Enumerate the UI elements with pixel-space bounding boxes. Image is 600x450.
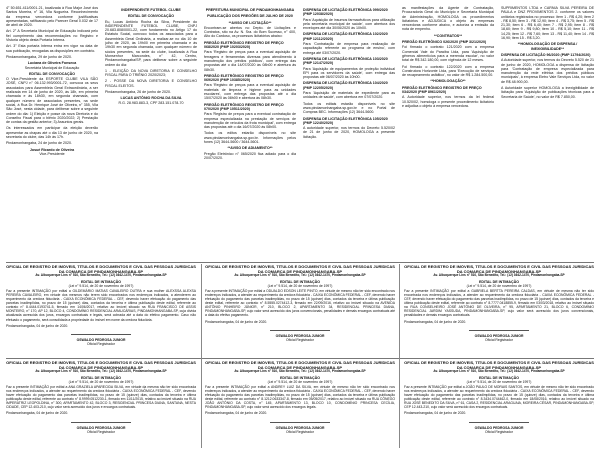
notice-title: OFICIAL DE REGISTRO DE IMÓVEIS, TÍTULOS E DOCUMENTOS E CIVIL DAS PESSOAS JURÍDICAS DA COMARCA DE PINDAMONHANGABA-SP [6,361,196,370]
signature-line [71,422,131,423]
column-6 [501,6,594,258]
notice-title: OFICIAL DE REGISTRO DE IMÓVEIS, TÍTULOS E DOCUMENTOS E CIVIL DAS PESSOAS JURÍDICAS DA COMARCA DE PINDAMONHANGABA-SP [404,265,594,274]
notice-title: OFICIAL DE REGISTRO DE IMÓVEIS, TÍTULOS E DOCUMENTOS E CIVIL DAS PESSOAS JURÍDICAS DA COMARCA DE PINDAMONHANGABA-SP [205,265,395,274]
column-divider [201,264,202,448]
notice-law-reference: (Lei n° 9.514, de 20 de novembro de 1997) [68,380,134,385]
signature-line [469,330,529,331]
signature-caption: Secretária Municipal de Educação [24,65,80,70]
notice-heading: DISPENSA DE LICITAÇÃO ELETRÔNICA 104/2020 (PMP 12205/2020) [303,81,388,90]
column-1 [6,6,98,258]
column-paragraph: A autoridade superior, nos termos do Decreto 5.520/02 de 21 de junho de 2020, HOMOLOGA a presente licitação. [303,126,395,139]
column-paragraph: Pindamonhangaba, 29 de junho de 2020. [6,54,72,59]
notice-heading: PREGÃO ELETRÔNICO REGISTRO DE PREÇO 069/2020 (PMP 10385/2020) [204,73,284,83]
notice-signer-role: Oficial Registrador [485,337,513,342]
column-paragraph: 2 - POSSE DA NOVA DIRETORIA E CONSELHO FISCAL ELEITOS. [105,79,197,88]
signature-line [71,334,131,335]
column-paragraph: as manifestações da Agente de Contratação, Procuradoria Geral do Município e Secretaria Municipal de Administração, HOMOLOGA os procedimentos licitatórios e ADJUDICA o objeto às empresas vencedoras conforme abaixo, e autoriza a emissão da nota de empenho. [402,6,494,32]
signature-caption: Vice-Presidente [39,151,65,156]
notice-title: OFICIAL DE REGISTRO DE IMÓVEIS, TÍTULOS E DOCUMENTOS E CIVIL DAS PESSOAS JURÍDICAS DA COMARCA DE PINDAMONHANGABA-SP [205,361,395,370]
notice-heading: PREGÃO ELETRÔNICO REGISTRO DE PREÇO 068/2020 (PMP 10203/2020) [204,40,284,50]
notice-law-reference: (Lei n° 9.514, de 20 de novembro de 1997) [68,284,134,289]
notice-signer-role: Oficial Registrador [87,341,115,346]
column-paragraph: O Vice-Presidente da ESPORTE CLUBE VILA SÃO JOSÉ, CNPJ n° 06.132.993/0001-72, convoca os seus associados para Assembleia Geral Extraordinária, a ser realizada em 14 de junho de 2020, às 18h, em primeira chamada e às 18h30, em segunda chamada, com qualquer número de associados presentes, na sede social, à Rua Dr. Henrique José de Oliveira, n° 355, Vila São José, nesta cidade, para deliberar sobre a seguinte ordem do dia: 1) Eleição e posse da nova Diretoria e do Conselho Fiscal para o biênio 2020/2022; 2) Prestação de contas da gestão anterior; 3) Assuntos gerais. [6,77,98,125]
column-heading: **CONTRATOS** [433,33,463,38]
notice-signer-role: Oficial Registrador [286,337,314,342]
column-paragraph: Pindamonhangaba, 26 de junho de 2020. [105,90,171,95]
notice-signer: OSWALDO PEDROSA JUNIOR [474,425,524,430]
signature-line [469,422,529,423]
column-paragraph: Encontram-se abertos no Depto. de Licitações e Contratos, sito na Av. N. Sra. do Bom Sucesso, n° 400, Alto do Cardoso, os processos licitatórios abaixo: [204,25,296,39]
notice-date: Pindamonhangaba, 04 de junho de 2020. [205,411,268,416]
column-paragraph: Para 'Registro de preços para a eventual aquisição de ferragens e ferramentas diversas para atendimento à manutenção dos prédios públicos', com entrega das propostas até o dia 14/07/2020 às 08h00 e abertura às 08h30. [204,50,296,72]
signature-name: LUCAS ANTÔNIO ROCHA DA SILVA [120,96,182,101]
column-5 [402,6,494,258]
notice-heading: DISPENSA DE LICITAÇÃO ELETRÔNICA 103/2020 (PMP 12147/2020) [303,56,388,66]
notice-date: Pindamonhangaba, 04 de junho de 2020. [205,319,268,324]
registry-notice [205,265,395,357]
column-paragraph: Todos os editais estarão disponíveis no site www.pindamonhangaba.sp.gov.br e no Portal de Compras BEC. Informações (12) 3644-5600. [303,101,395,115]
column-paragraph: A Autoridade superior, nos termos do Decreto 5.520 de 21 de junho de 2020, HOMOLOGA a dispensa de licitação para 'Contratação de empresa especializada para manutenção da rede elétrica dos prédios públicos municipais', à empresa Eletro Vale Serviços Ltda, no valor de R$ 48.900,00. [501,58,594,84]
notice-heading: PREGÃO ELETRÔNICO 026/2020 (PMP 3/21/2020) [402,40,487,45]
notice-address: Av. Albuquerque Lins n° 510, São Benedito, Tel.: (12) 3642-1470, Pindamonhangaba-SP [433,369,565,374]
column-paragraph: Para 'Aquisição de insumos farmacêuticos para utilização pela secretaria municipal de saúde', com abertura dos envelopes até dia 30/06/2020 às 10h00. [303,17,395,31]
column-paragraph: Eu, Lucas Antônio Rocha da Silva, Presidente do INDEPENDENTE FUTEBOL CLUBE, CNPJ 20.683.808/0001-22, com fundamento no Artigo 17 do Estatuto Social, convoco todos os associados para a Assembleia Geral Ordinária, a realizar-se no dia 10 de julho de 2020, às 19h00 em primeira chamada e às 19h30 em segunda chamada, com qualquer número de sócios presentes, na sede do clube, localizada à Rua Monsenhor Marcondes, n° 42, Centro, Pindamonhangaba/SP, para deliberar sobre a seguinte ordem do dia: [105,19,197,67]
column-paragraph: Os interessados em participar da eleição deverão apresentar as chapas até o dia 13 de junho de 2020, na secretaria do clube, das 14h às 17h. [6,126,98,140]
signature-caption: R.G. 28.983.883-3, CPF 283.151.078-70 [118,100,184,105]
notice-law-reference: (Lei n° 9.514, de 20 de novembro de 1997) [466,284,532,289]
notice-signer: OSWALDO PEDROSA JUNIOR [275,333,325,338]
notice-body: Faz a presente INTIMAÇÃO por edital a JOÃO PAULO DE MORAIS SANTOS, em virtude de mesmo não ter sido encontrado nos endereços indicados, a atender ao requerimento da credora fiduciária - CAIXA ECONÔMICA FEDERAL - CEF, devendo haver efetuação do pagamento das parcelas inadimplidas, no prazo de 15 (quinze) dias, contados da terceira e última publicação deste edital, referente ao contrato n° 8.3434.0744462-0, firmado em 18/08/2016, relativo ao imóvel situado na RUA JOSÉ BENEDITO DA SILVA, n° 61, CASA 2, RESIDENCIAL ARAGUAIA, MOREIRA CÉSAR, PINDAMONHANGABA-SP, CEP 12.443-210, cujo valor será acrescido dos encargos contratuais. [404,385,594,410]
column-paragraph: SUPRIMENTOS LTDA e CARNIA SILVA PEREIRA DE PAULA e DNZ PROVIMENTOS 2. conforme os valores unitários registrados no processo: item 1 - R$ 4,20; item 2 - R$ 8,50; item 3 - R$ 12,90; item 4 - R$ 3,75; item 5 - R$ 21,30; item 6 - R$ 6,40; item 7 - R$ 2,95; item 8 - R$ 18,60; item 9 - R$ 9,80; item 10 - R$ 5,10; item 11 - R$ 14,25; item 12 - R$ 7,60; item 13 - R$ 11,40; item 14 - R$ 16,90; item 15 - R$ 3,20. [501,6,594,41]
registry-notice [6,265,196,357]
notice-title: OFICIAL DE REGISTRO DE IMÓVEIS, TÍTULOS E DOCUMENTOS E CIVIL DAS PESSOAS JURÍDICAS DA COMARCA DE PINDAMONHANGABA-SP [404,361,594,370]
column-heading: **HOMOLOGAÇÃO DE DISPENSA / INEXIGIBILIDADE** [517,42,578,51]
column-paragraph: Foi firmado o contrato 121/2020 com a empresa Comercial Vale do Paraíba Ltda, para 'Aquisição de gêneros alimentícios para a merenda escolar', no valor total de R$ 342.180,00, com vigência de 12 meses. [402,45,494,63]
section-divider [6,262,594,263]
notice-address: Av. Albuquerque Lins n° 510, São Benedito, Tel.: (12) 3642-1470, Pindamonhangaba-SP [35,369,167,374]
column-paragraph: Art. 3° Esta portaria Interna entra em vigor na data de sua publicação, revogadas as disposições em contrário. [6,44,98,53]
column-paragraph: Para 'Registro de preços para a eventual contratação de empresa especializada na prestação de serviços de manutenção de veículos da frota municipal', com entrega das propostas até o dia 16/07/2020 às 08h00. [204,112,296,130]
column-heading: PREFEITURA MUNICIPAL DE PINDAMONHANGABA [205,8,295,12]
notice-edital-heading: EDITAL DE INTIMAÇÃO [280,280,320,285]
notice-law-reference: (Lei n° 9.514, de 20 de novembro de 1997) [267,284,333,289]
column-heading: EDITAL DE CONVOCAÇÃO [128,14,174,19]
notice-body: Faz a presente INTIMAÇÃO por edital a ANA GRAZIELA APARECIDA SILVA, em virtude da mesma não ter sido encontrada nos endereços indicados, a atender ao requerimento da credora fiduciária - CAIXA ECONÔMICA FEDERAL - CEF, devendo haver efetuação do pagamento das parcelas inadimplidas, no prazo de 15 (quinze) dias, contados da terceira e última publicação deste edital, referente ao contrato n° 8.9999.0512230-1, firmado em 11/11/2015, relativo ao imóvel situado na RUA IMPERATRIZ LEOPOLDINA, n° 300, APARTAMENTO 42, BLOCO 3, RESIDENCIAL PRINCESA DIANA, SANTANA, NESTA CIDADE, CEP 12.403-210, cujo valor será acrescido dos juros e encargos contratuais. [6,385,196,410]
notice-date: Pindamonhangaba, 04 de junho de 2020. [6,323,69,328]
notice-heading: DISPENSA DE LICITAÇÃO ELETRÔNICA 099/2020 (PMP 12038/2020) [303,8,388,17]
notice-signer: OSWALDO PEDROSA JUNIOR [76,425,126,430]
notice-title: OFICIAL DE REGISTRO DE IMÓVEIS, TÍTULOS E DOCUMENTOS E CIVIL DAS PESSOAS JURÍDICAS DA COMARCA DE PINDAMONHANGABA-SP [6,265,196,274]
notice-law-reference: (Lei n° 9.514, de 20 de novembro de 1997) [267,380,333,385]
column-heading: **HOMOLOGAÇÃO** [430,79,466,84]
column-paragraph: Para 'Contratação de empresa para realização de capacitação referente ao programa de ensino', com entrega até 03/07/2020. [303,42,395,55]
section-divider [6,358,594,359]
notice-body: Faz a presente INTIMAÇÃO por edital a GABRIELA BERTTA PEREIRA CALDAS, em virtude de mesma não ter sido encontrada nos endereços indicados, a atender ao requerimento da credora fiduciária - CAIXA ECONÔMICA FEDERAL - CEF, devendo haver efetuação do pagamento das parcelas inadimplidas, no prazo de 15 (quinze) dias, contados da terceira e última publicação deste edital, referente ao contrato n° 8.7777.0418855-9, firmado em 03/03/2018, relativo ao imóvel situado na RUA CONSELHEIRO JOSÉ ANTÔNIO DE OLIVEIRA, n° 95, APARTAMENTO 21, BLOCO 6, CONDOMÍNIO RESIDENCIAL JARDIM YASSUDA, PINDAMONHANGABA-SP, cujo valor será acrescido dos juros convencionais, penalidades e demais encargos contratuais. [404,289,594,318]
signature-name: Josué Ricardo de Oliveira [29,147,75,152]
notice-signer-role: Oficial Registrador [286,429,314,434]
notice-heading: PREGÃO ELETRÔNICO REGISTRO DE PREÇO 034/2020 (PMP 8961/2020) [402,85,482,95]
column-heading: **AVISO DE LICITAÇÃO** [228,20,272,25]
column-2 [105,6,197,258]
notice-signer: OSWALDO PEDROSA JUNIOR [275,425,325,430]
notice-signer: OSWALDO PEDROSA JUNIOR [474,333,524,338]
notice-heading: DISPENSA DE LICITAÇÃO 96/2020 (PMP 11794/2020) [501,52,591,57]
notice-edital-heading: EDITAL DE INTIMAÇÃO [81,280,121,285]
column-paragraph: Todos os editos estarão disponíveis no site www.pindamonhangaba.sp.gov.br. Informações pelos fones (12) 3644-5600 / 3644-5601. [204,131,296,145]
notice-edital-heading: EDITAL DE INTIMAÇÃO [479,280,519,285]
notice-address: Av. Albuquerque Lins n° 510, São Benedito, Tel.: (12) 3642-1470, Pindamonhangaba-SP [433,273,565,278]
notice-signer-role: Oficial Registrador [87,429,115,434]
column-paragraph: Art. 2° A Secretaria Municipal de Educação indicará pelo fiel cumprimento das recomendações no Registro e Vistoria objeto desta Portaria Interna. [6,29,98,43]
notice-date: Pindamonhangaba, 04 de junho de 2020. [6,411,69,416]
column-paragraph: Para 'Aquisição de materiais de expediente para as unidades de saúde', com abertura em 07/07/2020. [303,91,395,100]
registry-notice [404,265,594,357]
notice-address: Av. Albuquerque Lins n° 510, São Benedito, Tel.: (12) 3642-1470, Pindamonhangaba-SP [35,273,167,278]
column-heading: INDEPENDENTE FUTEBOL CLUBE [121,8,181,12]
notice-edital-heading: EDITAL DE INTIMAÇÃO [280,376,320,381]
registry-notice [205,361,395,447]
column-heading: **AVISO DE ADIAMENTO** [227,146,273,151]
column-3 [204,6,296,258]
column-heading: PUBLICAÇÃO DOS PREGÕES DE JULHO DE 2020 [207,14,293,19]
notice-date: Pindamonhangaba, 04 de junho de 2020. [404,319,467,324]
column-divider [399,264,400,448]
notice-heading: DISPENSA DE LICITAÇÃO ELETRÔNICA 102/2020 (PMP 12112/2020) [303,32,388,41]
column-paragraph: Pindamonhangaba, 24 de junho de 2020. [6,141,72,146]
column-paragraph: Para 'Aquisição de equipamentos de proteção individual EPI para os servidores da saúde', com entrega das propostas até 06/07/2020 às 10h00. [303,66,395,80]
column-paragraph: 4° 50.651.411/0001-21, localizada à Rua Major José dos Santos Moreira, n° 16, Vila Nogueira. Reconhecimento da empresa vencedora conforme justificativas apresentadas, ratificando pelo Parecer Geral 0.032 de 17 de abril de 2020. [6,6,98,28]
notice-signer-role: Oficial Registrador [485,429,513,434]
column-paragraph: Para 'Registro de preços para a eventual aquisição de materiais de limpeza e higiene para as unidades escolares', com entrega das propostas até o dia 15/07/2020 às 08h00 e abertura às 08h30. [204,83,296,101]
notice-body: Faz a presente INTIMAÇÃO por edital a GILDEMÁRIO MATIAS CAVALEIRO DUTRA e sua mulher ALEXSSA ALEXSA PEREIRA CAVALEIRO, em virtude dos mesmos não terem sido encontrados nos endereços indicados, a atenderem ao requerimento da credora fiduciária - CAIXA ECONÔMICA FEDERAL - CEF, devendo haver efetuação do pagamento das parcelas inadimplidas, no prazo de 15 (quinze) dias, contados da terceira e última publicação deste edital, referente ao contrato n° 8.4444.0193741-5, firmado em 14/06/2017, relativo ao imóvel situado na RUA FRANCISCO DE ASSIS MONTEIRO, n° 170, AP 12, BLOCO 4, CONDOMÍNIO RESIDENCIAL ARAUCÁRIAS, PINDAMONHANGABA-SP, cuja dívida atualizada acrescida dos juros, encargos contratuais e legais, será cobrada até a data do efetivo pagamento. Caso não efetuado o pagamento, será consolidada a propriedade do imóvel em nome da credora fiduciária. [6,289,196,322]
column-paragraph: A Autoridade superior HOMOLOGA a inexigibilidade de licitação para 'Aquisição de publicações técnicas para a Secretaria de Saúde', no valor de R$ 7.850,00. [501,86,594,99]
notice-edital-heading: EDITAL DE INTIMAÇÃO [81,376,121,381]
column-paragraph: 1 - ELEIÇÃO DA NOVA DIRETORIA E CONSELHO FISCAL PARA O TRIÊNIO 2020/2023; [105,68,197,78]
notice-date: Pindamonhangaba, 04 de junho de 2020. [404,411,467,416]
column-4 [303,6,395,258]
notice-edital-heading: EDITAL DE INTIMAÇÃO [479,376,519,381]
notice-law-reference: (Lei n° 9.514, de 20 de novembro de 1997) [466,380,532,385]
signature-line [270,422,330,423]
notice-body: Faz a presente INTIMAÇÃO por edital a ANDREY LUIZ DA SILVA, em virtude de mesmo não ter sido encontrado nos endereços indicados, a atender ao requerimento da credora fiduciária - CAIXA ECONÔMICA FEDERAL - CEF, devendo haver efetuação do pagamento das parcelas inadimplidas, no prazo de 15 (quinze) dias, contados da terceira e última publicação deste edital, referente ao contrato n° 8.1212.0633347-8, firmado em 05/05/2017, relativo ao imóvel situado na RUA CÔNEGO JOÃO ANTÔNIO DA COSTA, n° 145, APARTAMENTO 13, BLOCO 10, CONDOMÍNIO PRINCESA CECÍLIA, PINDAMONHANGABA-SP, cujo valor será acrescido dos encargos legais. [205,385,395,410]
column-heading: EDITAL DE CONVOCAÇÃO [29,71,75,76]
column-paragraph: Foi firmado o contrato 122/2020 com a empresa Construtora Horizonte Ltda, para 'Execução de serviços de recapeamento asfáltico', no valor de R$ 1.284.500,00. [402,64,494,78]
column-paragraph: Pregão Eletrônico n° 065/2020 fica adiado para o dia 20/07/2020. [204,151,296,160]
registry-notice [404,361,594,447]
top-columns-band [6,6,594,258]
notice-heading: PREGÃO ELETRÔNICO REGISTRO DE PREÇO 070/2020 (PMP 10511/2020) [204,102,284,111]
signature-line [270,330,330,331]
notice-signer: OSWALDO PEDROSA JUNIOR [76,337,126,342]
registry-notice [6,361,196,447]
notice-address: Av. Albuquerque Lins n° 510, São Benedito, Tel.: (12) 3642-1470, Pindamonhangaba-SP [234,369,366,374]
column-paragraph: A Autoridade superior, nos termos da lei federal 10.520/02, homologa o presente procedimento licitatório e adjudica o objeto à empresa vencedora. [402,95,494,108]
signature-name: Luciana de Oliveira Fonseca [27,61,77,66]
notice-address: Av. Albuquerque Lins n° 510, São Benedito, Tel.: (12) 3642-1470, Pindamonhangaba-SP [234,273,366,278]
notice-body: Faz a presente INTIMAÇÃO por edital a ODUALDO EDSON LEITE PINTO, em virtude de mesmo não ter sido encontrado nos endereços indicados, a atender ao requerimento da credora fiduciária - CAIXA ECONÔMICA FEDERAL - CEF, devendo haver efetuação do pagamento das parcelas inadimplidas, no prazo de 15 (quinze) dias, contados da terceira e última publicação deste edital, referente ao contrato n° 8.5555.0274412-3, firmado em 22/09/2016, relativo ao imóvel situado na AVENIDA ANTÔNIO PINHEIRO JÚNIOR, n° 210, BLOCO 2, APARTAMENTO 34, RESIDENCIAL PRINCESA DIANA, PINDAMONHANGABA-SP, cujo valor será acrescido dos juros convencionais, penalidades e demais encargos contratuais até a data do efetivo pagamento. [205,289,395,318]
notice-heading: DISPENSA DE LICITAÇÃO ELETRÔNICA 105/2020 (PMP 12240/2020) [303,116,388,125]
